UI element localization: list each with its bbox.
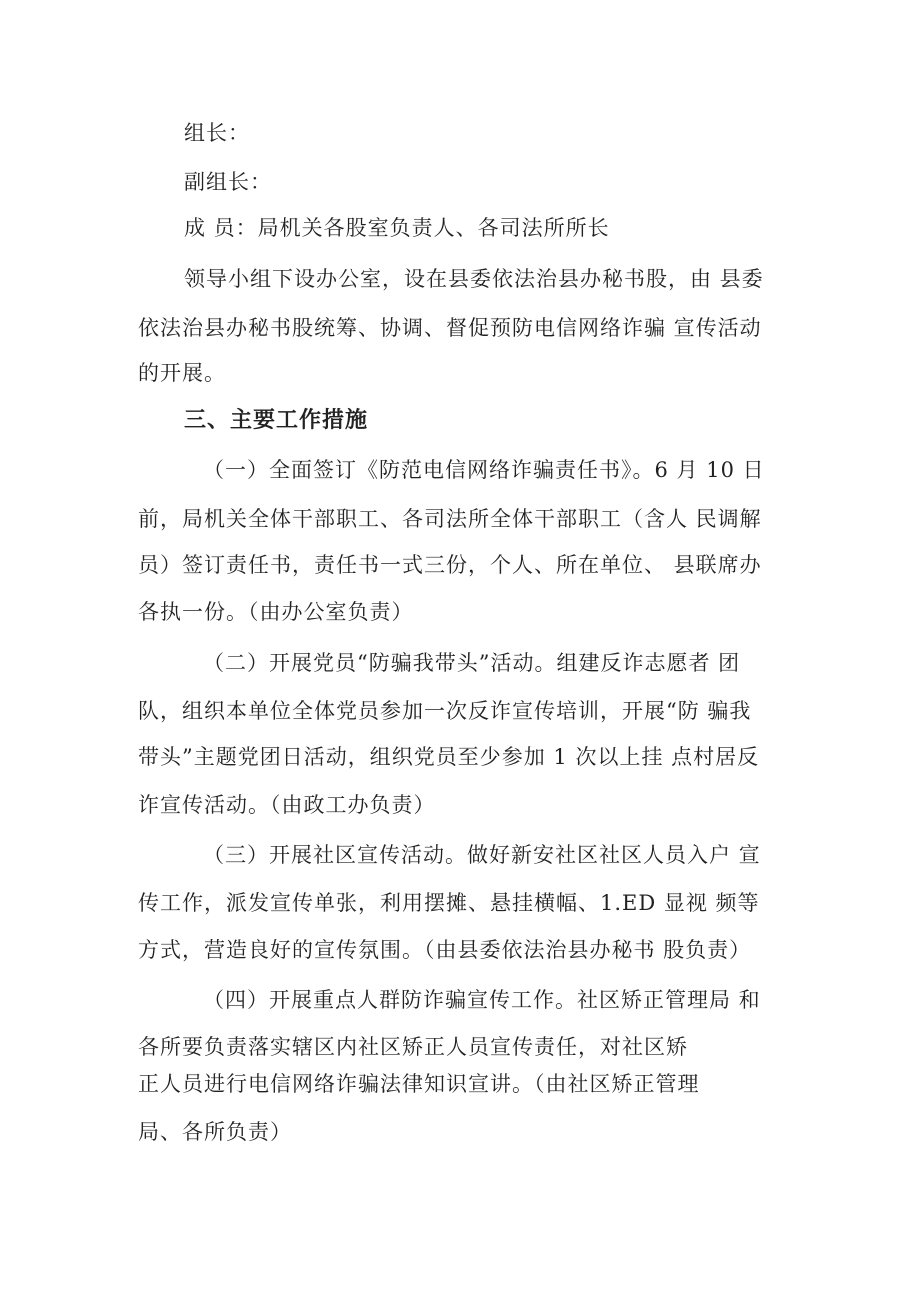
measure-4-line: （四）开展重点人群防诈骗宣传工作。社区矫正管理局 和 <box>203 988 761 1012</box>
office-paragraph-line: 领导小组下设办公室，设在县委依法治县办秘书股，由 县委 <box>184 267 764 291</box>
members-line: 成 员：局机关各股室负责人、各司法所所长 <box>184 216 610 240</box>
measure-1-line: （一）全面签订《防范电信网络诈骗责任书》。6 月 10 日 <box>203 458 765 482</box>
deputy-leader-line: 副组长： <box>184 170 272 194</box>
office-paragraph-line: 的开展。 <box>138 361 226 385</box>
section-heading: 三、主要工作措施 <box>184 408 369 433</box>
measure-4-line: 正人员进行电信网络诈骗法律知识宣讲。（由社区矫正管理 <box>138 1072 700 1096</box>
measure-1-line: 员）签订责任书，责任书一式三份，个人、所在单位、 县联席办 <box>138 553 762 577</box>
measure-2-line: 诈宣传活动。（由政工办负责） <box>138 793 436 817</box>
measure-1-line: 前，局机关全体干部职工、各司法所全体干部职工（含人 民调解 <box>138 507 762 531</box>
measure-3-line: 方式，营造良好的宣传氛围。（由县委依法治县办秘书 股负责） <box>138 938 752 962</box>
measure-4-line: 局、各所负责） <box>138 1120 292 1144</box>
measure-2-line: 带头”主题党团日活动，组织党员至少参加 1 次以上挂 点村居反 <box>138 745 760 769</box>
measure-2-line: 队，组织本单位全体党员参加一次反诈宣传培训，开展“防 骗我 <box>138 699 752 723</box>
office-paragraph-line: 依法治县办秘书股统筹、协调、督促预防电信网络诈骗 宣传活动 <box>138 316 762 340</box>
measure-3-line: （三）开展社区宣传活动。做好新安社区社区人员入户 宣 <box>203 843 761 867</box>
measure-1-line: 各执一份。（由办公室负责） <box>138 600 414 624</box>
measure-2-line: （二）开展党员“防骗我带头”活动。组建反诈志愿者 团 <box>203 651 741 675</box>
measure-3-line: 传工作，派发宣传单张，利用摆摊、悬挂横幅、1.ED 显视 频等 <box>138 891 760 915</box>
measure-4-line: 各所要负责落实辖区内社区矫正人员宣传责任，对社区矫 <box>138 1035 688 1059</box>
leader-line: 组长： <box>184 121 250 145</box>
